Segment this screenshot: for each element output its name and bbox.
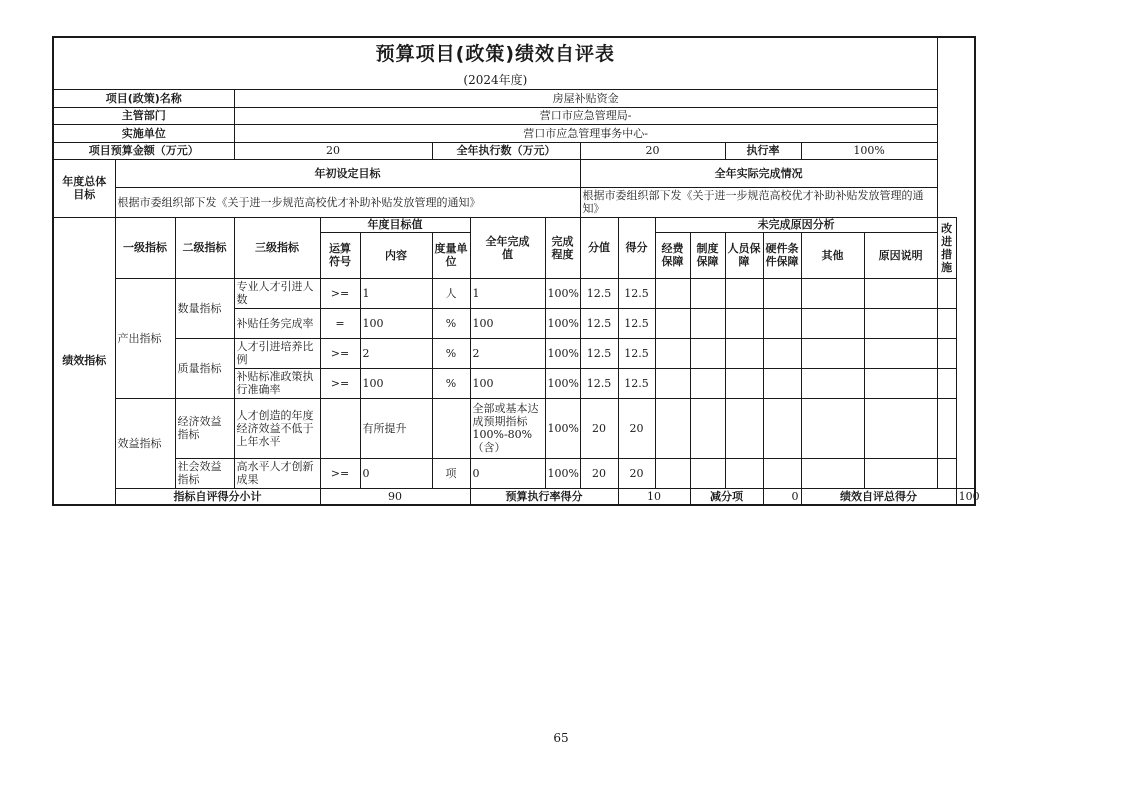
header-explain: 原因说明	[864, 232, 937, 278]
fund-cell	[655, 458, 690, 488]
initial-goal-text: 根据市委组织部下发《关于进一步规范高校优才补助补贴发放管理的通知》	[115, 187, 580, 217]
system-cell	[690, 338, 725, 368]
hardware-cell	[763, 308, 801, 338]
staff-cell	[725, 308, 763, 338]
self-evaluation-sheet	[52, 36, 980, 506]
content-cell: 有所提升	[360, 398, 432, 458]
group-social: 社会效益指标	[175, 458, 234, 488]
hardware-cell	[763, 368, 801, 398]
header-annual-target: 年度目标值	[320, 217, 470, 232]
content-cell: 100	[360, 308, 432, 338]
unit-label: 实施单位	[53, 124, 234, 142]
header-got: 得分	[618, 217, 655, 278]
improve-cell	[937, 368, 956, 398]
header-level1: 一级指标	[115, 217, 175, 278]
content-cell: 0	[360, 458, 432, 488]
group-benefit: 效益指标	[115, 398, 175, 488]
score-cell: 20	[580, 458, 618, 488]
op-cell: >=	[320, 278, 360, 308]
system-cell	[690, 368, 725, 398]
total-value: 100	[956, 488, 975, 505]
header-staff: 人员保障	[725, 232, 763, 278]
unit-cell: 人	[432, 278, 470, 308]
unit-value: 营口市应急管理事务中心-	[234, 124, 937, 142]
improve-cell	[937, 338, 956, 368]
actual-text: 根据市委组织部下发《关于进一步规范高校优才补助补贴发放管理的通知》	[580, 187, 937, 217]
staff-cell	[725, 398, 763, 458]
exec-label: 全年执行数（万元）	[432, 142, 580, 159]
dept-value: 营口市应急管理局-	[234, 107, 937, 124]
level3-cell: 高水平人才创新成果	[234, 458, 320, 488]
table-row	[53, 338, 975, 368]
header-improve: 改进措施	[937, 217, 956, 278]
op-cell: >=	[320, 458, 360, 488]
header-other: 其他	[801, 232, 864, 278]
initial-goal-header: 年初设定目标	[115, 159, 580, 187]
rate-value: 100%	[801, 142, 937, 159]
total-label: 绩效自评总得分	[801, 488, 956, 505]
unit-cell: %	[432, 368, 470, 398]
score-cell: 20	[580, 398, 618, 458]
header-system: 制度保障	[690, 232, 725, 278]
deduct-label: 减分项	[690, 488, 763, 505]
score-cell: 12.5	[580, 368, 618, 398]
exec-value: 20	[580, 142, 725, 159]
explain-cell	[864, 338, 937, 368]
group-economic: 经济效益指标	[175, 398, 234, 458]
rate-label: 执行率	[725, 142, 801, 159]
table-title-cell	[53, 37, 937, 73]
year-cell	[53, 73, 937, 89]
other-cell	[801, 308, 864, 338]
level3-cell: 补贴标准政策执行准确率	[234, 368, 320, 398]
level3-cell: 专业人才引进人数	[234, 278, 320, 308]
degree-cell: 100%	[545, 398, 580, 458]
level3-cell: 人才引进培养比例	[234, 338, 320, 368]
header-degree: 完成程度	[545, 217, 580, 278]
level3-cell: 人才创造的年度经济效益不低于上年水平	[234, 398, 320, 458]
dept-label: 主管部门	[53, 107, 234, 124]
op-cell: >=	[320, 338, 360, 368]
fund-cell	[655, 278, 690, 308]
full-year-cell: 100	[470, 368, 545, 398]
header-op: 运算符号	[320, 232, 360, 278]
overall-goal-label: 年度总体目标	[53, 159, 115, 217]
system-cell	[690, 278, 725, 308]
project-name-value: 房屋补贴资金	[234, 89, 937, 107]
group-quality: 质量指标	[175, 338, 234, 398]
explain-cell	[864, 368, 937, 398]
footer-row	[53, 488, 975, 505]
header-level3: 三级指标	[234, 217, 320, 278]
budget-score-label: 预算执行率得分	[470, 488, 618, 505]
staff-cell	[725, 458, 763, 488]
fund-cell	[655, 398, 690, 458]
improve-cell	[937, 398, 956, 458]
full-year-cell: 全部或基本达成预期指标100%-80%（含）	[470, 398, 545, 458]
level3-cell: 补贴任务完成率	[234, 308, 320, 338]
staff-cell	[725, 338, 763, 368]
subtotal-label: 指标自评得分小计	[115, 488, 320, 505]
unit-cell	[432, 398, 470, 458]
content-cell: 2	[360, 338, 432, 368]
op-cell: >=	[320, 368, 360, 398]
degree-cell: 100%	[545, 458, 580, 488]
full-year-cell: 100	[470, 308, 545, 338]
staff-cell	[725, 278, 763, 308]
header-unit: 度量单位	[432, 232, 470, 278]
other-cell	[801, 398, 864, 458]
degree-cell: 100%	[545, 308, 580, 338]
content-cell: 100	[360, 368, 432, 398]
got-cell: 12.5	[618, 368, 655, 398]
degree-cell: 100%	[545, 338, 580, 368]
explain-cell	[864, 278, 937, 308]
deduct-value: 0	[763, 488, 801, 505]
page-number: 65	[553, 731, 569, 745]
system-cell	[690, 458, 725, 488]
improve-cell	[937, 308, 956, 338]
perf-indicator-label: 绩效指标	[53, 217, 115, 505]
staff-cell	[725, 368, 763, 398]
improve-cell	[937, 458, 956, 488]
explain-cell	[864, 398, 937, 458]
fund-cell	[655, 368, 690, 398]
header-score: 分值	[580, 217, 618, 278]
unit-cell: 项	[432, 458, 470, 488]
hardware-cell	[763, 278, 801, 308]
got-cell: 12.5	[618, 308, 655, 338]
table-row	[53, 278, 975, 308]
other-cell	[801, 338, 864, 368]
other-cell	[801, 368, 864, 398]
score-cell: 12.5	[580, 308, 618, 338]
header-full-year: 全年完成值	[470, 217, 545, 278]
score-cell: 12.5	[580, 278, 618, 308]
degree-cell: 100%	[545, 368, 580, 398]
header-hardware: 硬件条件保障	[763, 232, 801, 278]
group-output: 产出指标	[115, 278, 175, 398]
explain-cell	[864, 458, 937, 488]
system-cell	[690, 308, 725, 338]
budget-label: 项目预算金额（万元）	[53, 142, 234, 159]
header-level2: 二级指标	[175, 217, 234, 278]
got-cell: 12.5	[618, 278, 655, 308]
fund-cell	[655, 308, 690, 338]
got-cell: 12.5	[618, 338, 655, 368]
fund-cell	[655, 338, 690, 368]
improve-cell	[937, 278, 956, 308]
degree-cell: 100%	[545, 278, 580, 308]
evaluation-table	[52, 36, 980, 506]
table-row	[53, 458, 975, 488]
unit-cell: %	[432, 338, 470, 368]
actual-header: 全年实际完成情况	[580, 159, 937, 187]
header-content: 内容	[360, 232, 432, 278]
year-label: (2024年度)	[463, 73, 528, 88]
score-cell: 12.5	[580, 338, 618, 368]
full-year-cell: 2	[470, 338, 545, 368]
hardware-cell	[763, 458, 801, 488]
got-cell: 20	[618, 458, 655, 488]
got-cell: 20	[618, 398, 655, 458]
system-cell	[690, 398, 725, 458]
header-fund: 经费保障	[655, 232, 690, 278]
project-name-label: 项目(政策)名称	[53, 89, 234, 107]
group-quantity: 数量指标	[175, 278, 234, 338]
explain-cell	[864, 308, 937, 338]
other-cell	[801, 458, 864, 488]
header-reasons: 未完成原因分析	[655, 217, 937, 232]
hardware-cell	[763, 398, 801, 458]
content-cell: 1	[360, 278, 432, 308]
budget-value: 20	[234, 142, 432, 159]
op-cell: =	[320, 308, 360, 338]
full-year-cell: 1	[470, 278, 545, 308]
hardware-cell	[763, 338, 801, 368]
unit-cell: %	[432, 308, 470, 338]
subtotal-value: 90	[320, 488, 470, 505]
budget-score-value: 10	[618, 488, 690, 505]
table-row	[53, 398, 975, 458]
page-title: 预算项目(政策)绩效自评表	[375, 43, 616, 65]
other-cell	[801, 278, 864, 308]
op-cell	[320, 398, 360, 458]
full-year-cell: 0	[470, 458, 545, 488]
